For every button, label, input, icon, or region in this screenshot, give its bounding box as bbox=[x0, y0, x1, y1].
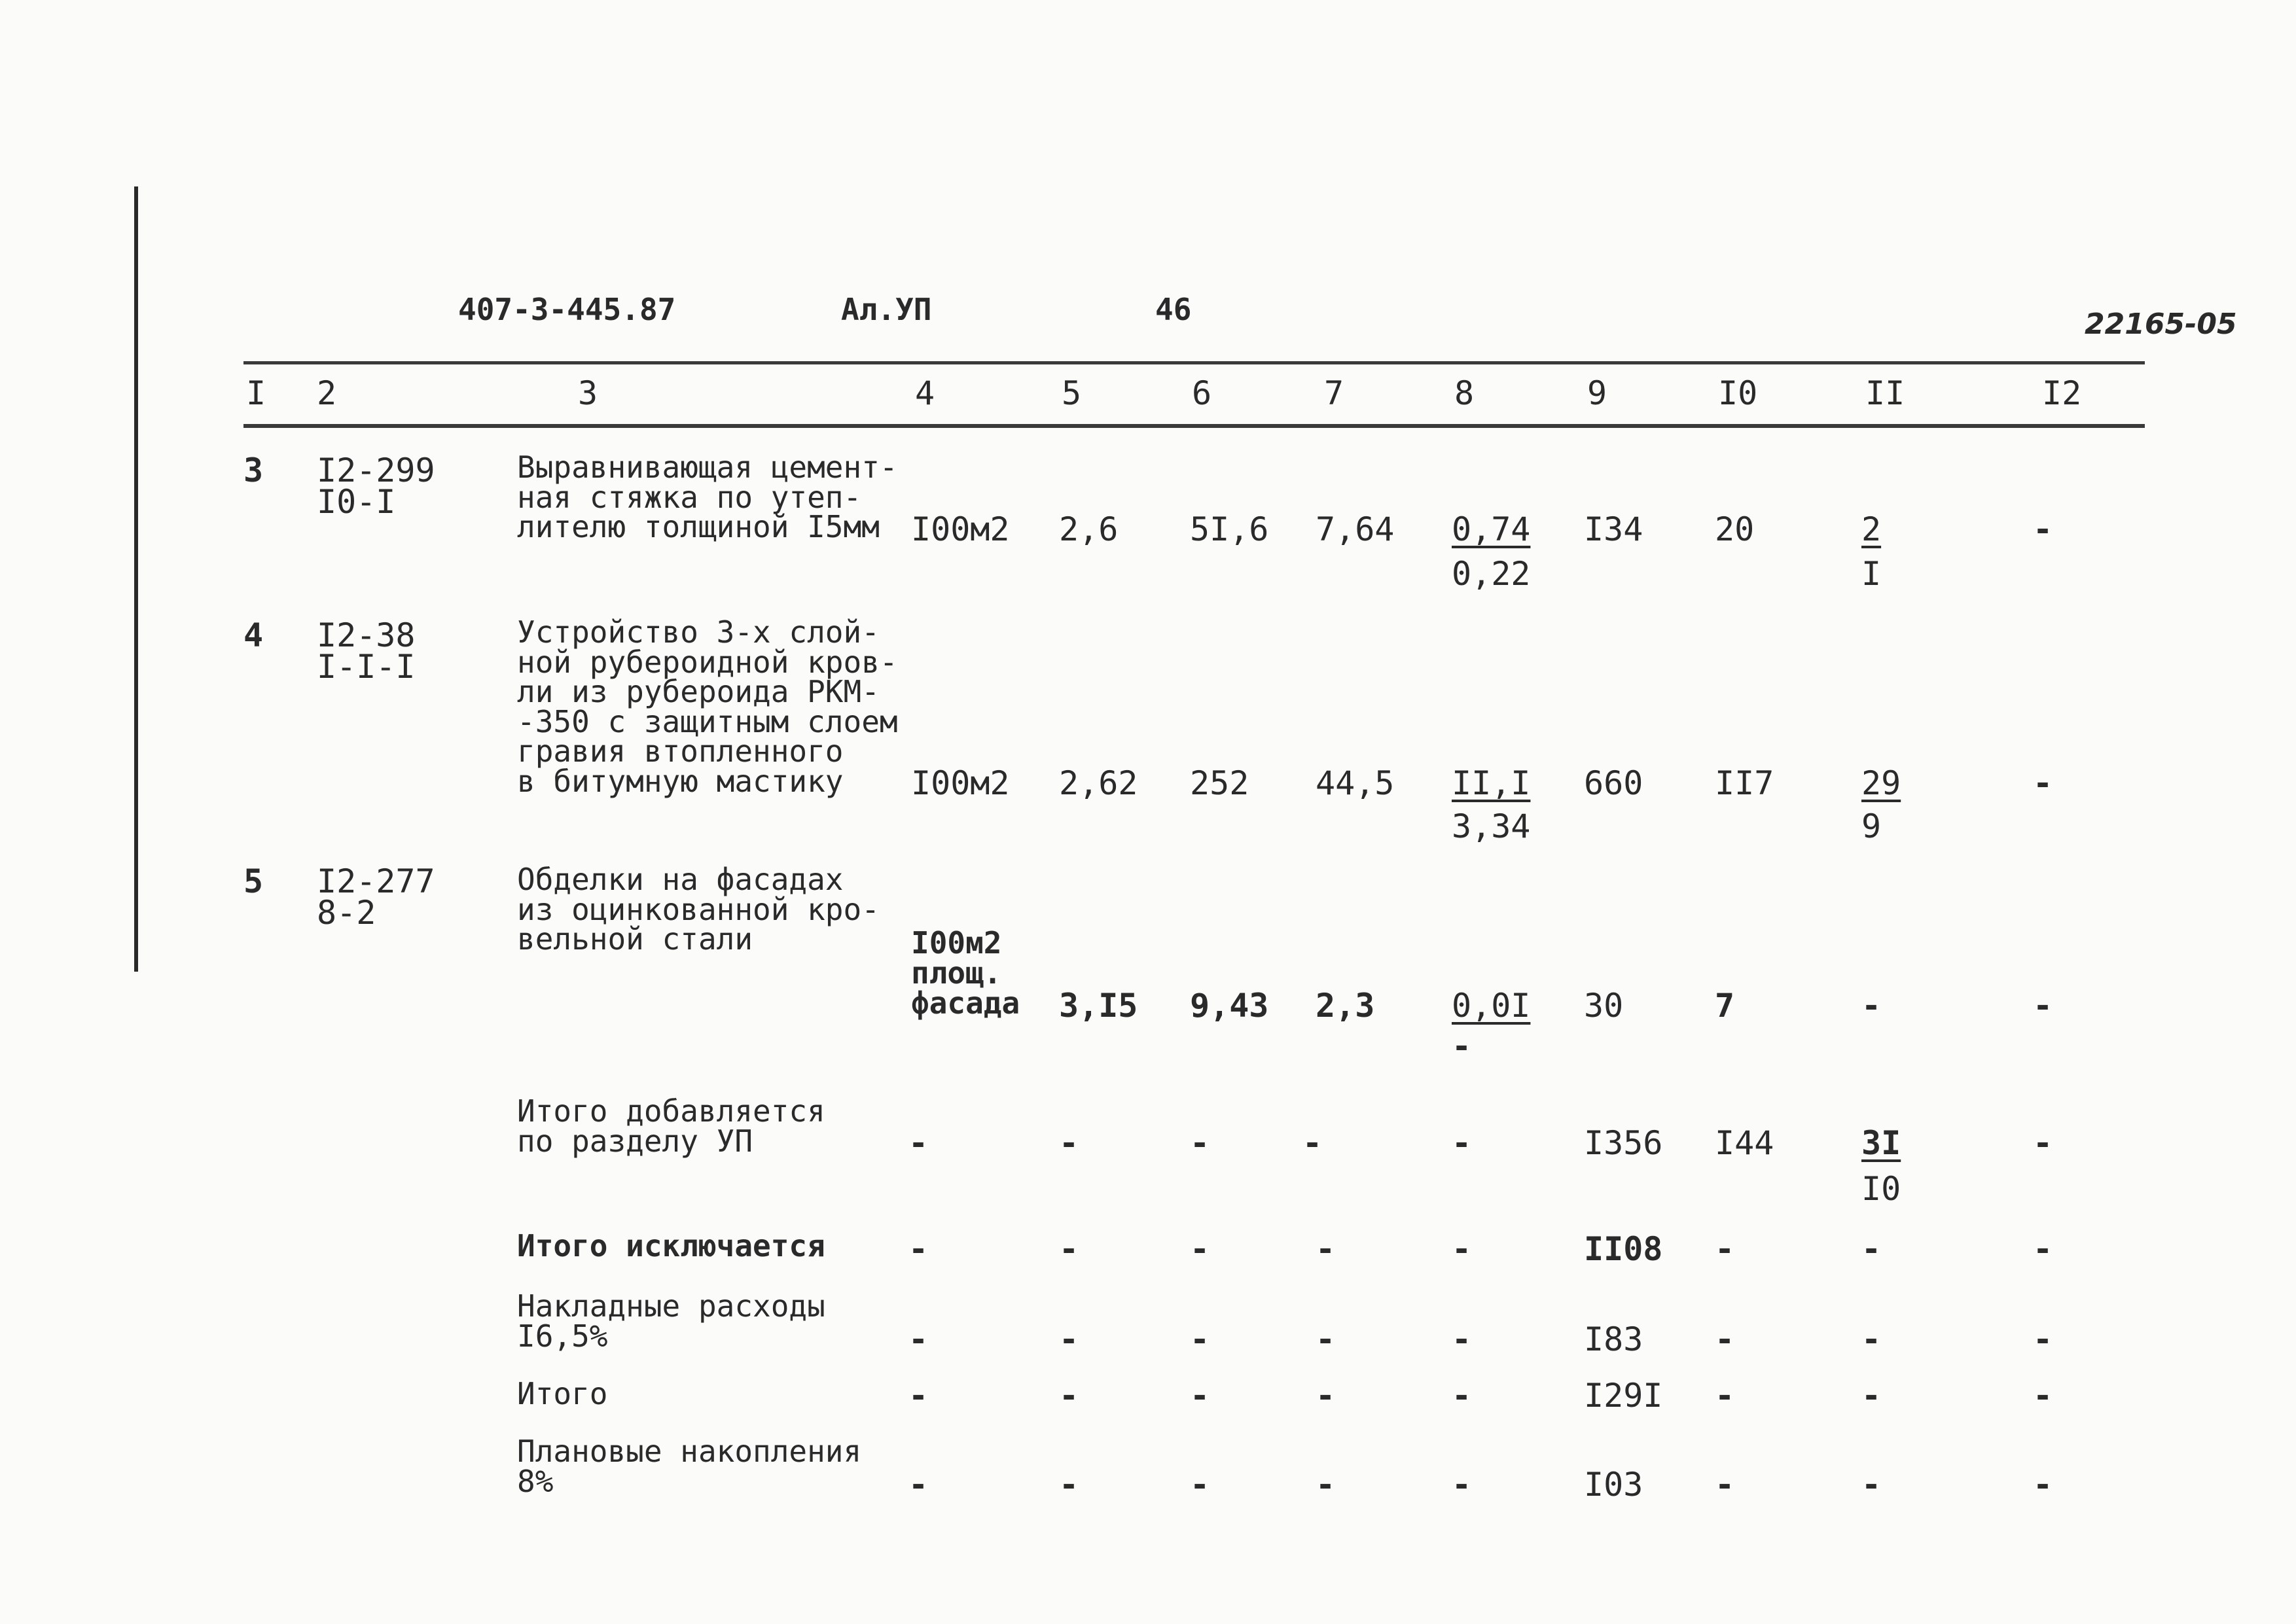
col7-dash: - bbox=[1316, 1377, 1336, 1415]
col12-value: - bbox=[2033, 1230, 2053, 1268]
col7-dash: - bbox=[1316, 1320, 1336, 1358]
col8-dash: - bbox=[1452, 1466, 1472, 1504]
total-cost: 30 bbox=[1584, 987, 1624, 1025]
norm-code: I2-38 bbox=[317, 616, 416, 654]
col7-value: 44,5 bbox=[1316, 764, 1395, 802]
col8-dash: - bbox=[1452, 1124, 1472, 1162]
col-11: II bbox=[1865, 374, 1905, 412]
col12-value: - bbox=[2033, 987, 2053, 1025]
col8-dash: - bbox=[1452, 1377, 1472, 1415]
col4-dash: - bbox=[908, 1377, 929, 1415]
col7-value: 2,3 bbox=[1316, 987, 1375, 1025]
row-number: 3 bbox=[243, 451, 264, 489]
inventory-stamp: 22165-05 bbox=[2085, 308, 2237, 341]
col7-dash: - bbox=[1316, 1466, 1336, 1504]
col11-value: - bbox=[1861, 1377, 1882, 1415]
totals-label: Плановые накопления 8% bbox=[517, 1434, 862, 1499]
col6-dash: - bbox=[1190, 1230, 1210, 1268]
quantity: 2,62 bbox=[1059, 764, 1138, 802]
col-5: 5 bbox=[1062, 374, 1082, 412]
norm-code: I2-299 bbox=[317, 451, 435, 489]
col8-dash: - bbox=[1452, 1230, 1472, 1268]
col4-dash: - bbox=[908, 1320, 929, 1358]
col10-value: - bbox=[1715, 1377, 1735, 1415]
col8-bottom: 3,34 bbox=[1452, 807, 1531, 845]
col4-dash: - bbox=[908, 1466, 929, 1504]
total-cost: I356 bbox=[1584, 1124, 1663, 1162]
col8-bottom: 0,22 bbox=[1452, 555, 1531, 593]
totals-label: Итого bbox=[517, 1376, 608, 1411]
norm-code: I2-277 bbox=[317, 862, 435, 900]
total-cost: I29I bbox=[1584, 1377, 1663, 1415]
col10-value: I44 bbox=[1715, 1124, 1774, 1162]
col5-dash: - bbox=[1059, 1230, 1079, 1268]
col11-value: - bbox=[1861, 1320, 1882, 1358]
totals-label: Итого исключается bbox=[517, 1228, 825, 1263]
unit-cost: 9,43 bbox=[1190, 987, 1269, 1025]
col11-top: 2 bbox=[1861, 510, 1882, 548]
unit: I00м2 bbox=[911, 510, 1010, 548]
col5-dash: - bbox=[1059, 1320, 1079, 1358]
album-ref: Ал.УП bbox=[841, 292, 932, 327]
norm-code-sub: I-I-I bbox=[317, 648, 416, 686]
page-number: 46 bbox=[1155, 292, 1192, 327]
col10-value: - bbox=[1715, 1320, 1735, 1358]
quantity: 2,6 bbox=[1059, 510, 1119, 548]
col10-value: - bbox=[1715, 1466, 1735, 1504]
col-3: 3 bbox=[578, 374, 598, 412]
total-cost: I03 bbox=[1584, 1466, 1643, 1504]
col10-value: 7 bbox=[1715, 987, 1735, 1025]
col10-value: - bbox=[1715, 1230, 1735, 1268]
col12-value: - bbox=[2033, 764, 2053, 802]
table-top-rule bbox=[243, 361, 2145, 364]
total-cost: I83 bbox=[1584, 1320, 1643, 1358]
col12-value: - bbox=[2033, 1377, 2053, 1415]
table-header-rule bbox=[243, 424, 2145, 428]
col11-top: 3I bbox=[1861, 1124, 1901, 1162]
totals-label: Накладные расходы I6,5% bbox=[517, 1288, 825, 1354]
total-cost: I34 bbox=[1584, 510, 1643, 548]
col11-top: 29 bbox=[1861, 764, 1901, 802]
col8-top: 0,74 bbox=[1452, 510, 1531, 548]
col6-dash: - bbox=[1190, 1124, 1210, 1162]
col12-value: - bbox=[2033, 1320, 2053, 1358]
col-12: I2 bbox=[2042, 374, 2082, 412]
col7-dash: - bbox=[1302, 1124, 1323, 1162]
unit-cost: 252 bbox=[1190, 764, 1249, 802]
doc-code: 407-3-445.87 bbox=[458, 292, 676, 327]
col-6: 6 bbox=[1192, 374, 1212, 412]
col-1: I bbox=[246, 374, 266, 412]
col5-dash: - bbox=[1059, 1124, 1079, 1162]
totals-label: Итого добавляется по разделу УП bbox=[517, 1093, 825, 1159]
col12-value: - bbox=[2033, 1466, 2053, 1504]
col11-bottom: I0 bbox=[1861, 1170, 1901, 1208]
col12-value: - bbox=[2033, 510, 2053, 548]
unit-cost: 5I,6 bbox=[1190, 510, 1269, 548]
col11-value: - bbox=[1861, 1230, 1882, 1268]
col-9: 9 bbox=[1587, 374, 1607, 412]
total-cost: II08 bbox=[1584, 1230, 1663, 1268]
col8-top: II,I bbox=[1452, 764, 1531, 802]
col7-value: 7,64 bbox=[1316, 510, 1395, 548]
col-10: I0 bbox=[1718, 374, 1758, 412]
col-2: 2 bbox=[317, 374, 337, 412]
col11-bottom: I bbox=[1861, 555, 1882, 593]
unit: I00м2 bbox=[911, 764, 1010, 802]
col5-dash: - bbox=[1059, 1466, 1079, 1504]
margin-line bbox=[134, 186, 138, 972]
col6-dash: - bbox=[1190, 1320, 1210, 1358]
quantity: 3,I5 bbox=[1059, 987, 1138, 1025]
norm-code-sub: 8-2 bbox=[317, 894, 376, 932]
work-description: Обделки на фасадах из оцинкованной кро- вельной стали bbox=[517, 862, 880, 957]
col6-dash: - bbox=[1190, 1466, 1210, 1504]
norm-code-sub: I0-I bbox=[317, 483, 396, 521]
col4-dash: - bbox=[908, 1230, 929, 1268]
col7-dash: - bbox=[1316, 1230, 1336, 1268]
col-7: 7 bbox=[1324, 374, 1344, 412]
work-description: Устройство 3-х слой- ной рубероидной кров- ли из рубероида РКМ- -350 с защитным слоем гравия втопленного в битумную мастику bbox=[517, 614, 898, 799]
col11-value: - bbox=[1861, 1466, 1882, 1504]
col11-value: - bbox=[1861, 987, 1882, 1025]
col5-dash: - bbox=[1059, 1377, 1079, 1415]
col8-bottom: - bbox=[1452, 1027, 1472, 1065]
row-number: 5 bbox=[243, 862, 264, 900]
col12-value: - bbox=[2033, 1124, 2053, 1162]
col6-dash: - bbox=[1190, 1377, 1210, 1415]
col-8: 8 bbox=[1454, 374, 1475, 412]
col4-dash: - bbox=[908, 1124, 929, 1162]
total-cost: 660 bbox=[1584, 764, 1643, 802]
col10-value: 20 bbox=[1715, 510, 1755, 548]
col11-bottom: 9 bbox=[1861, 807, 1882, 845]
work-description: Выравнивающая цемент- ная стяжка по утеп- лителю толщиной I5мм bbox=[517, 450, 898, 545]
col8-top: 0,0I bbox=[1452, 987, 1531, 1025]
unit: I00м2 площ. фасада bbox=[911, 925, 1020, 1021]
col10-value: II7 bbox=[1715, 764, 1774, 802]
col-4: 4 bbox=[915, 374, 935, 412]
row-number: 4 bbox=[243, 616, 264, 654]
col8-dash: - bbox=[1452, 1320, 1472, 1358]
